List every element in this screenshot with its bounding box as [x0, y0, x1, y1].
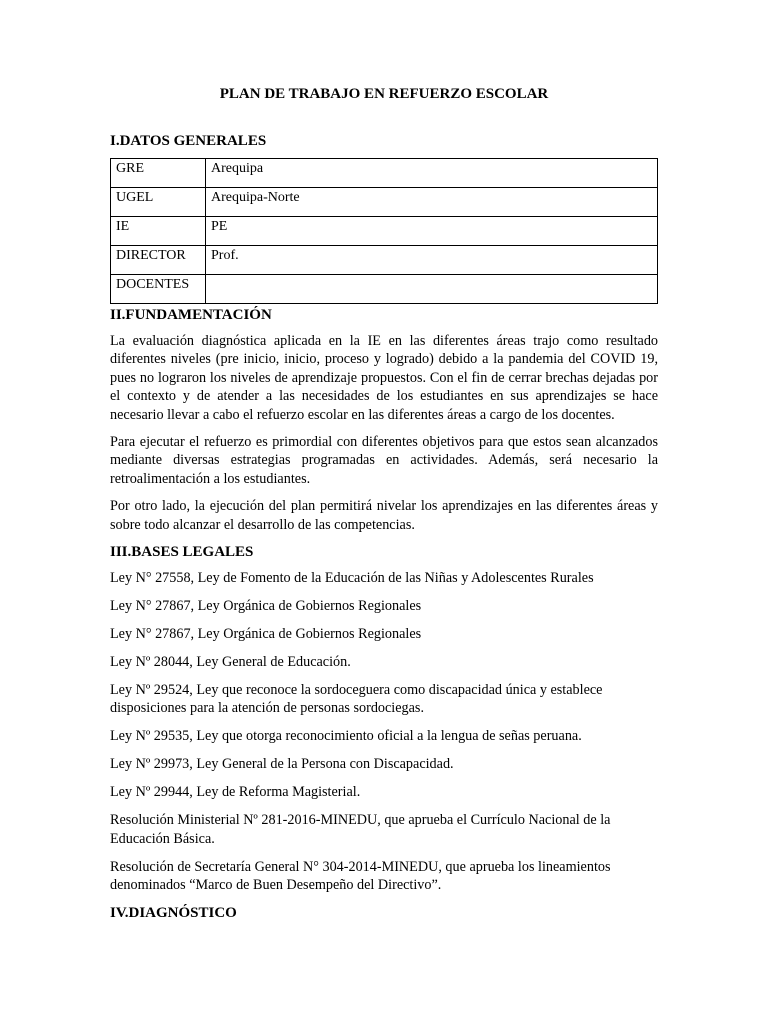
legal-basis-item: Ley N° 27558, Ley de Fomento de la Educación de las Niñas y Adolescentes Rurales [110, 570, 594, 587]
section-heading-fundamentacion: II.FUNDAMENTACIÓN [110, 307, 272, 323]
table-label-cell: IE [111, 217, 206, 246]
legal-basis-item: Ley Nº 29973, Ley General de la Persona con Discapacidad. [110, 756, 454, 773]
table-row [111, 275, 658, 304]
fundamentacion-paragraph: Para ejecutar el refuerzo es primordial con diferentes objetivos para que estos sean alcanzados mediante diversas estrategias programadas en actividades. Además, será necesario la retroalimentación a los estudiantes. [110, 434, 658, 487]
document-page [110, 84, 658, 930]
legal-basis-item: Ley Nº 29524, Ley que reconoce la sordoceguera como discapacidad única y establece disposiciones para la atención de personas sordociegas. [110, 682, 603, 717]
table-row [111, 246, 658, 275]
table-label-cell: DIRECTOR [111, 246, 206, 275]
section-heading-diagnostico: IV.DIAGNÓSTICO [110, 905, 237, 922]
table-label-cell: UGEL [111, 188, 206, 217]
table-row [111, 188, 658, 217]
section-heading-datos-generales: I.DATOS GENERALES [110, 133, 267, 149]
table-value-cell: Arequipa [206, 159, 658, 188]
table-row [111, 217, 658, 246]
legal-basis-item: Resolución Ministerial Nº 281-2016-MINEDU, que aprueba el Currículo Nacional de la Educación Básica. [110, 812, 611, 847]
legal-basis-item: Ley Nº 29535, Ley que otorga reconocimiento oficial a la lengua de señas peruana. [110, 728, 582, 745]
legal-basis-item: Ley Nº 29944, Ley de Reforma Magisterial. [110, 784, 361, 801]
table-value-cell: PE [206, 217, 658, 246]
table-label-cell: DOCENTES [111, 275, 206, 304]
legal-basis-item: Ley N° 27867, Ley Orgánica de Gobiernos Regionales [110, 598, 422, 615]
fundamentacion-paragraph: La evaluación diagnóstica aplicada en la IE en las diferentes áreas trajo como resultado diferentes niveles (pre inicio, inicio, proceso y logrado) debido a la pandemia del COVID 19, pues no lograron los niveles de aprendizaje propuestos. Con el fin de cerrar brechas dejadas por el contexto y de atender a las necesidades de los estudiantes en sus aprendizajes se hace necesario llevar a cabo el refuerzo escolar en las diferentes áreas a cargo de los docentes. [110, 333, 658, 423]
table-row [111, 159, 658, 188]
legal-basis-item: Resolución de Secretaría General N° 304-2014-MINEDU, que aprueba los lineamientos denominados “Marco de Buen Desempeño del Directivo”. [110, 858, 611, 894]
datos-generales-table [110, 158, 658, 304]
table-value-cell: Prof. [206, 246, 658, 275]
legal-basis-item: Ley Nº 28044, Ley General de Educación. [110, 654, 351, 671]
fundamentacion-paragraph: Por otro lado, la ejecución del plan permitirá nivelar los aprendizajes en las diferentes áreas y sobre todo alcanzar el desarrollo de las competencias. [110, 498, 658, 533]
legal-basis-item: Ley N° 27867, Ley Orgánica de Gobiernos Regionales [110, 626, 422, 643]
table-label-cell: GRE [111, 159, 206, 188]
document-title: PLAN DE TRABAJO EN REFUERZO ESCOLAR [219, 86, 549, 102]
table-value-cell: Arequipa-Norte [206, 188, 658, 217]
section-heading-bases-legales: III.BASES LEGALES [110, 544, 254, 561]
table-value-cell [206, 275, 658, 304]
